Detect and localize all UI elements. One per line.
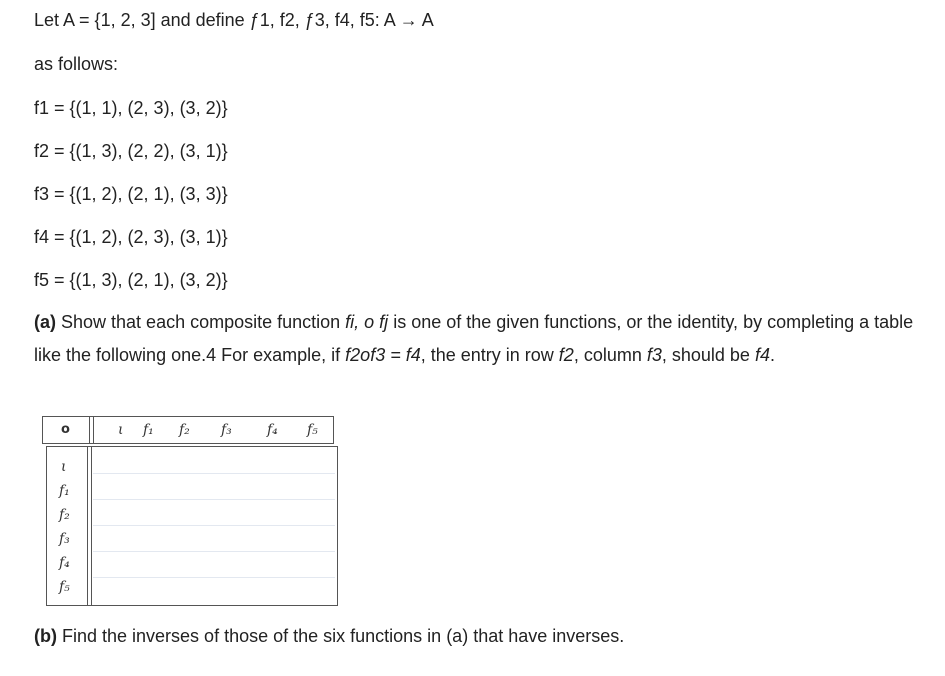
col-header-f5: f₅ [307, 422, 318, 438]
row-guide [93, 473, 335, 474]
col-header-f3: f₃ [221, 422, 232, 438]
part-a-composite: fi, o fj [345, 312, 389, 332]
row-header-f3: f₃ [59, 531, 70, 547]
row-header-f5: f₅ [59, 579, 70, 595]
col-header-identity: ι [118, 422, 124, 438]
part-b-paragraph [34, 624, 624, 648]
function-f5: f5 = {(1, 3), (2, 1), (3, 2)} [34, 270, 228, 290]
part-a-col: f3 [646, 345, 662, 365]
col-header-f2: f₂ [179, 422, 190, 438]
part-b-label: (b) [34, 626, 57, 646]
row-guide [93, 551, 335, 552]
part-a-text-3: , the entry in row [420, 345, 559, 365]
part-a-text-4: , column [573, 345, 647, 365]
part-a-text-6: . [769, 345, 775, 365]
as-follows-text: as follows: [34, 54, 119, 74]
function-f2: f2 = {(1, 3), (2, 2), (3, 1)} [34, 141, 228, 161]
function-f4: f4 = {(1, 2), (2, 3), (3, 1)} [34, 227, 228, 247]
part-a-row: f2 [558, 345, 574, 365]
part-a-paragraph [34, 306, 929, 372]
composition-table [42, 416, 338, 608]
part-a-text-5: , should be [661, 345, 755, 365]
function-f3: f3 = {(1, 2), (2, 1), (3, 3)} [34, 184, 228, 204]
col-header-f1: f₁ [143, 422, 154, 438]
header-divider [93, 417, 94, 443]
body-divider [91, 447, 92, 605]
row-guide [93, 499, 335, 500]
col-header-f4: f₄ [267, 422, 278, 438]
intro-line [34, 8, 434, 32]
part-a-entry: f4 [754, 345, 770, 365]
part-a-text-2: is one of the given functions, or the identity, by completing a table like the following one.4 For example, if [34, 312, 914, 365]
part-b-text: Find the inverses of those of the six functions in (a) that have inverses. [56, 626, 625, 646]
row-guide [93, 577, 335, 578]
part-a-label: (a) [34, 312, 56, 332]
body-divider [87, 447, 88, 605]
part-a-text-1: Show that each composite function [56, 312, 346, 332]
table-body [46, 446, 338, 606]
function-f1: f1 = {(1, 1), (2, 3), (3, 2)} [34, 98, 228, 118]
row-guide [93, 525, 335, 526]
table-corner-symbol: o [61, 422, 70, 437]
row-header-f1: f₁ [59, 483, 70, 499]
header-divider [89, 417, 90, 443]
table-header-row [42, 416, 334, 444]
row-header-identity: ι [61, 459, 67, 475]
part-a-example: f2of3 = f4 [345, 345, 421, 365]
intro-text: Let A = {1, 2, 3] and define ƒ1, f2, ƒ3, f4, f5: A → A [34, 10, 434, 30]
row-header-f4: f₄ [59, 555, 70, 571]
row-header-f2: f₂ [59, 507, 70, 523]
